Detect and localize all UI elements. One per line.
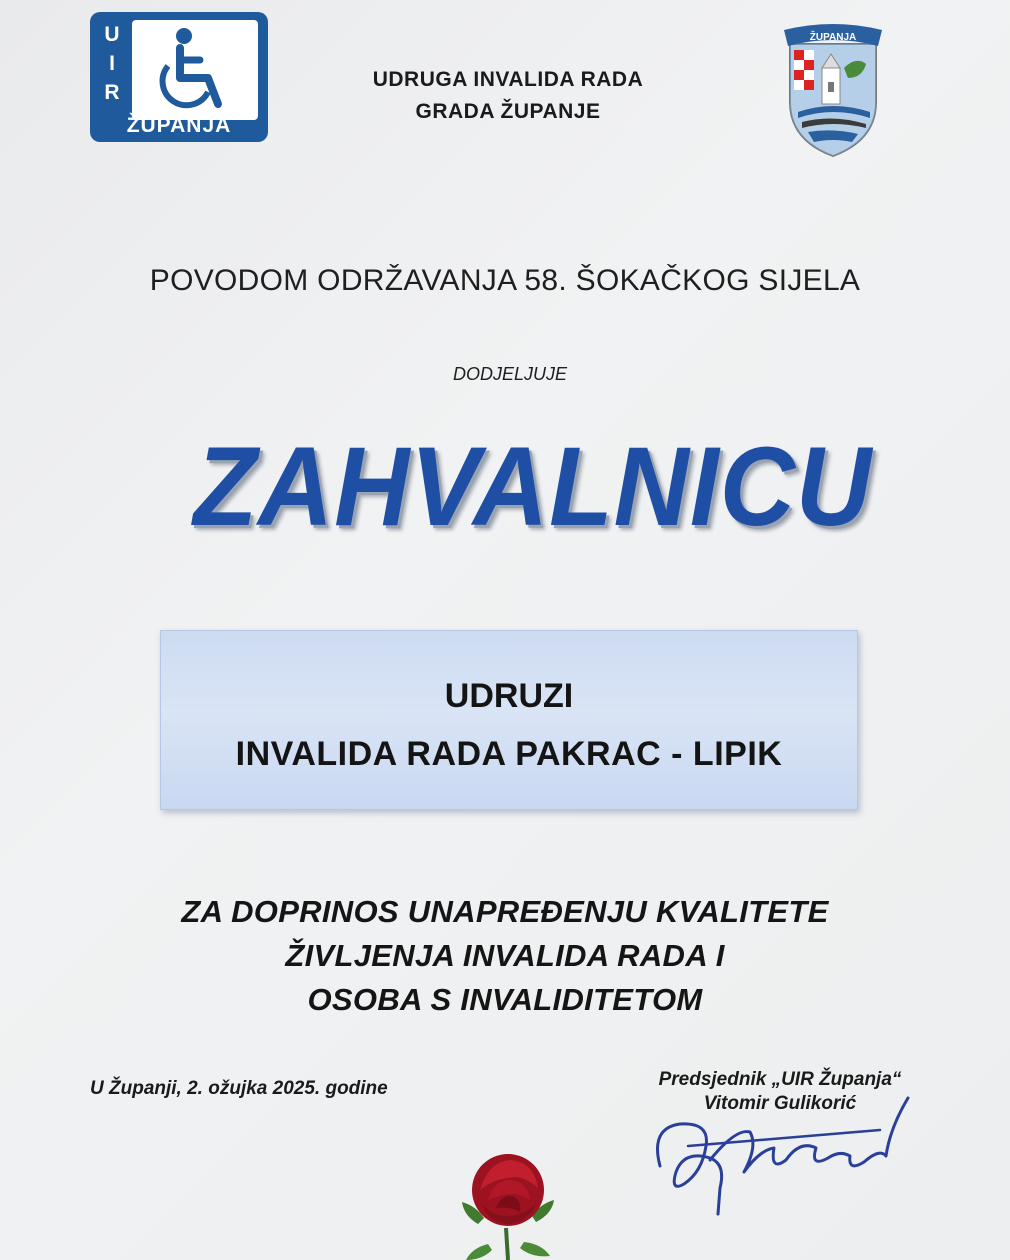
logo-icon-box (132, 20, 258, 120)
reason-line-3: OSOBA S INVALIDITETOM (307, 982, 703, 1017)
logo-letter-r: R (104, 81, 120, 104)
president-name: Vitomir Gulikorić (703, 1093, 857, 1114)
certificate-title: ZAHVALNICU (193, 424, 873, 549)
logo-letters (98, 20, 126, 107)
organization-name (318, 64, 698, 128)
reason-text (110, 890, 900, 1022)
rose-icon (458, 1144, 558, 1260)
wheelchair-icon (146, 26, 244, 116)
president-role: Predsjednik „UIR Županja“ (658, 1069, 902, 1090)
logo-letter-u: U (104, 23, 120, 46)
organization-line-1: UDRUGA INVALIDA RADA (372, 68, 644, 91)
awards-text: DODJELJUJE (452, 364, 568, 384)
coat-of-arms-icon (778, 20, 888, 160)
logo-name: ŽUPANJA (126, 114, 232, 137)
place-date: U Županji, 2. ožujka 2025. godine (90, 1078, 388, 1099)
uir-zupanja-logo (90, 12, 268, 142)
recipient-line-1: UDRUZI (444, 677, 574, 715)
organization-line-2: GRADA ŽUPANJE (415, 100, 601, 123)
logo-letter-i: I (109, 52, 115, 75)
occasion-text: POVODOM ODRŽAVANJA 58. ŠOKAČKOG SIJELA (149, 264, 861, 297)
checkerboard (794, 50, 814, 90)
reason-line-1: ZA DOPRINOS UNAPREĐENJU KVALITETE (181, 894, 829, 929)
crest-banner: ŽUPANJA (809, 32, 857, 43)
reason-line-2: ŽIVLJENJA INVALIDA RADA I (285, 938, 725, 973)
recipient-box (160, 630, 858, 810)
recipient-line-2: INVALIDA RADA PAKRAC - LIPIK (235, 735, 783, 773)
signature-icon (640, 1088, 920, 1218)
